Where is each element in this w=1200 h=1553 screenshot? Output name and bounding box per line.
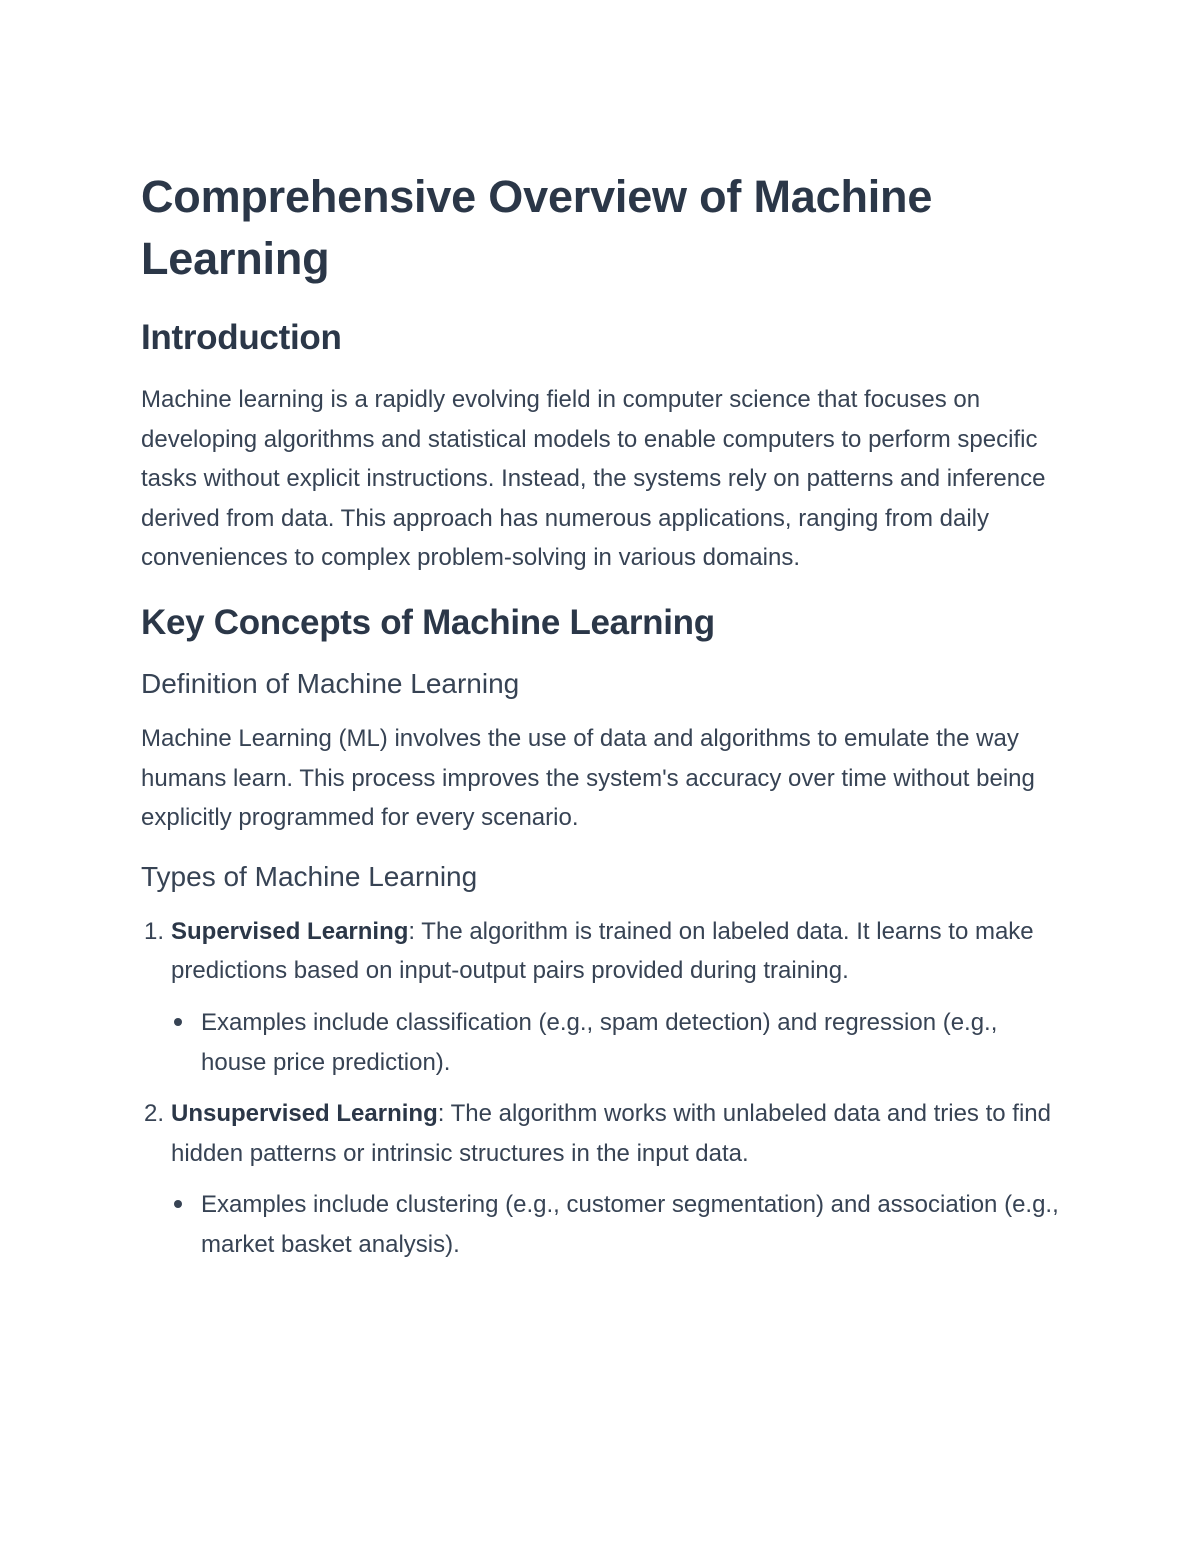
list-item-text [171,1100,1051,1167]
introduction-paragraph: Machine learning is a rapidly evolving field in computer science that focuses on developing algorithms and statistical models to enable computers to perform specific tasks without explicit instructions. Instead, the systems rely on patterns and inference derived from data. This approach has numerous applications, ranging from daily conveniences to complex problem-solving in various domains. [141,386,1046,572]
bullet-icon [174,1200,182,1208]
list-number: 1. [144,917,165,945]
definition-paragraph: Machine Learning (ML) involves the use of data and algorithms to emulate the way humans learn. This process improves the system's accuracy over time without being explicitly programmed for every scenario. [141,724,1035,832]
types-list [141,912,1060,1265]
bullet-icon [174,1018,182,1026]
document-title: Comprehensive Overview of Machine Learning [141,171,933,284]
list-item-term: Supervised Learning [171,917,409,945]
introduction-heading: Introduction [141,318,342,357]
key-concepts-heading: Key Concepts of Machine Learning [141,602,715,642]
example-item [171,1185,1060,1264]
examples-list [171,1003,1060,1082]
types-heading: Types of Machine Learning [141,860,478,892]
list-number: 2. [144,1100,165,1128]
example-text: Examples include clustering (e.g., customer segmentation) and association (e.g., market basket analysis). [201,1191,1059,1258]
list-item [141,912,1060,1082]
list-item-description: : The algorithm works with unlabeled data and tries to find hidden patterns or intrinsic structures in the input data. [171,1100,1051,1167]
example-item [171,1003,1060,1082]
list-item-description: : The algorithm is trained on labeled data. It learns to make predictions based on input-output pairs provided during training. [171,917,1034,985]
introduction-section [141,316,1060,578]
list-item-term: Unsupervised Learning [171,1100,438,1128]
key-concepts-section [141,601,1060,1265]
example-text: Examples include classification (e.g., spam detection) and regression (e.g., house price prediction). [201,1008,998,1076]
list-item [141,1094,1060,1264]
examples-list [171,1185,1060,1264]
list-item-text [171,918,1034,985]
definition-heading: Definition of Machine Learning [141,667,520,699]
